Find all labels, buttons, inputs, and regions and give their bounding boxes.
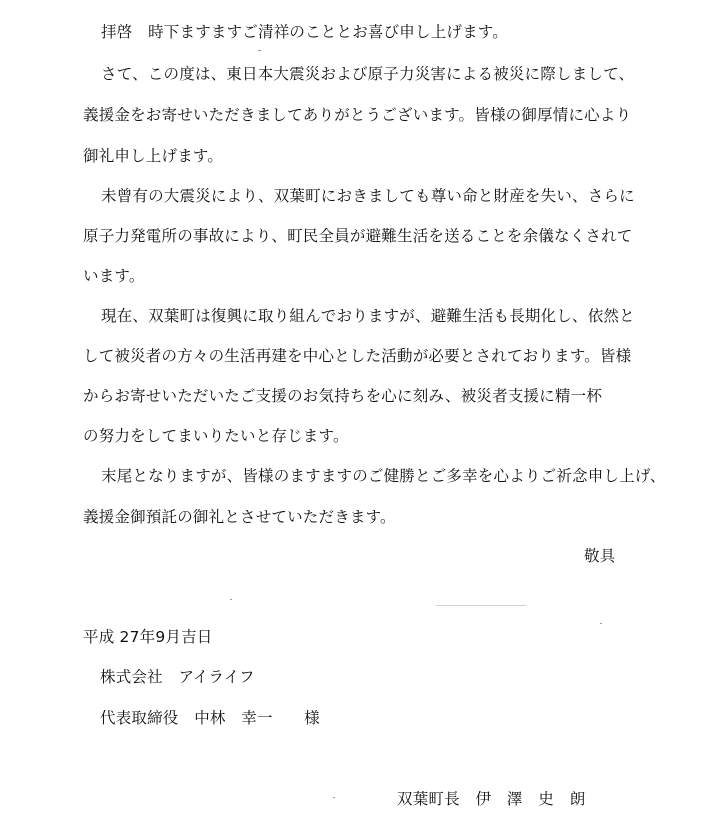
paragraph-3-line-3: からお寄せいただいたご支援のお気持ちを心に刻み、被災者支援に精一杯 [83,387,603,405]
letter-date: 平成 27年9月吉日 [83,628,213,646]
scan-speck [436,605,526,606]
paragraph-2-line-2: 原子力発電所の事故により、町民全員が避難生活を送ることを余儀なくされて [83,227,633,245]
paragraph-2-line-1: 未曾有の大震災により、双葉町におきましても尊い命と財産を失い、さらに [101,187,635,205]
greeting-line: 拝啓 時下ますますご清祥のこととお喜び申し上げます。 [101,23,508,41]
paragraph-3-line-4: の努力をしてまいりたいと存じます。 [83,427,349,445]
scan-speck [333,797,335,798]
paragraph-4-line-1: 末尾となりますが、皆様のますますのご健勝とご多幸を心よりご祈念申し上げ、 [101,467,666,485]
paragraph-1-line-2: 義援金をお寄せいただきましてありがとうございます。皆様の御厚情に心より [83,106,632,124]
recipient-company: 株式会社 アイライフ [100,668,255,686]
closing-phrase: 敬具 [584,547,616,565]
paragraph-4-line-2: 義援金御預託の御礼とさせていただきます。 [83,508,396,526]
scan-speck [600,623,602,624]
scan-speck [230,599,232,600]
paragraph-1-line-3: 御礼申し上げます。 [83,147,224,165]
paragraph-1-line-1: さて、この度は、東日本大震災および原子力災害による被災に際しまして、 [101,65,635,83]
recipient-name: 代表取締役 中林 幸一 様 [100,709,320,727]
paragraph-2-line-3: います。 [83,267,145,285]
scan-speck [258,50,261,51]
paragraph-3-line-2: して被災者の方々の生活再建を中心とした活動が必要とされております。皆様 [83,347,632,365]
paragraph-3-line-1: 現在、双葉町は復興に取り組んでおりますが、避難生活も長期化し、依然と [101,307,635,325]
sender-signature: 双葉町長 伊 澤 史 朗 [397,790,586,808]
